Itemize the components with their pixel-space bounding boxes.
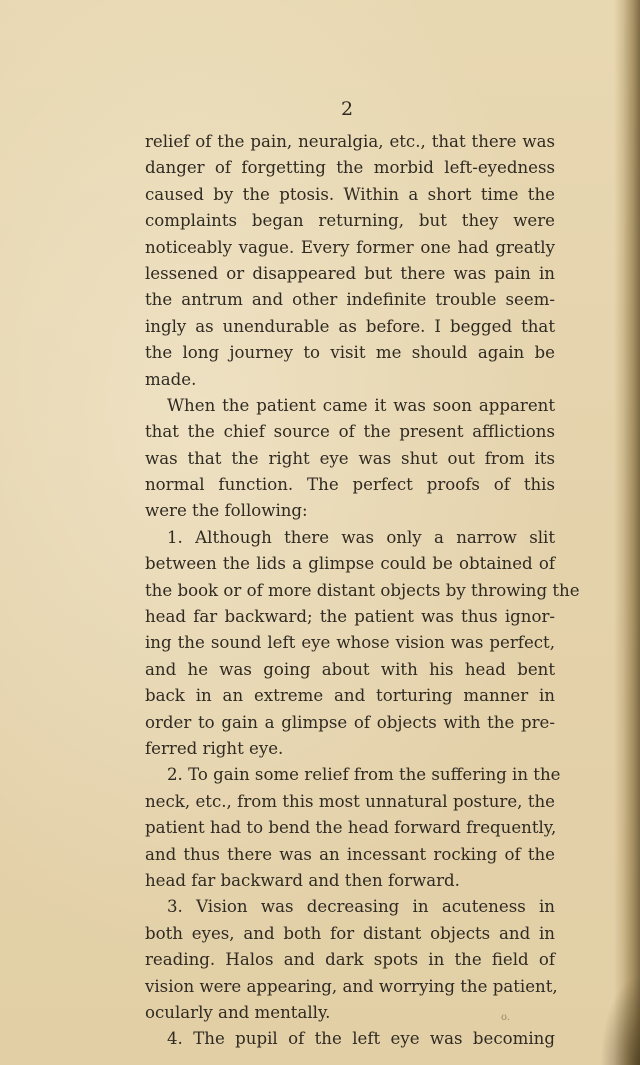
text-line: and he was going about with his head bent	[145, 659, 555, 679]
text-line: between the lids a glimpse could be obtained of	[145, 554, 555, 574]
text-line: ingly as unendurable as before. I begged that	[145, 316, 555, 336]
text-line: head far backward; the patient was thus ignor-	[145, 607, 555, 627]
text-line: ing the sound left eye whose vision was perfect,	[145, 633, 555, 653]
page-number: 2	[341, 98, 354, 120]
text-line: both eyes, and both for distant objects and in	[145, 923, 555, 943]
text-line: head far backward and then forward.	[145, 870, 460, 890]
stray-mark: o.	[501, 1012, 511, 1023]
text-line: danger of forgetting the morbid left-eyedness	[145, 158, 555, 178]
text-line: When the patient came it was soon apparent	[167, 395, 555, 415]
page-stain	[600, 975, 640, 1065]
text-line: noticeably vague. Every former one had greatly	[145, 237, 555, 257]
text-line: neck, etc., from this most unnatural posture, the	[145, 791, 555, 811]
body-text	[145, 129, 580, 1053]
text-line: was that the right eye was shut out from its	[145, 448, 555, 468]
text-line: complaints began returning, but they were	[145, 211, 555, 231]
text-line: 1. Although there was only a narrow slit	[167, 527, 555, 547]
text-line: ferred right eye.	[145, 738, 284, 758]
text-line: back in an extreme and torturing manner in	[145, 686, 555, 706]
text-line: the book or of more distant objects by throwing the	[145, 580, 580, 600]
text-line: order to gain a glimpse of objects with the pre-	[145, 712, 555, 732]
text-line: the antrum and other indefinite trouble seem-	[145, 290, 555, 310]
text-line: 3. Vision was decreasing in acuteness in	[167, 897, 555, 917]
text-line: normal function. The perfect proofs of this	[145, 475, 555, 495]
text-line: vision were appearing, and worrying the patient,	[145, 976, 558, 996]
text-line: reading. Halos and dark spots in the field of	[145, 950, 555, 970]
text-line: that the chief source of the present afflictions	[145, 422, 555, 442]
text-line: 4. The pupil of the left eye was becoming	[167, 1029, 555, 1049]
text-line: ocularly and mentally.	[145, 1002, 331, 1022]
text-line: made.	[145, 369, 197, 389]
text-line: were the following:	[145, 501, 308, 521]
text-line: caused by the ptosis. Within a short time the	[145, 184, 555, 204]
text-line: lessened or disappeared but there was pain in	[145, 263, 555, 283]
page-edge-shadow	[614, 0, 640, 1065]
text-line: relief of the pain, neuralgia, etc., that there was	[145, 132, 555, 151]
text-line: the long journey to visit me should again be	[145, 343, 555, 363]
text-line: patient had to bend the head forward frequently,	[145, 818, 557, 838]
text-line: and thus there was an incessant rocking of the	[145, 844, 555, 864]
text-line: 2. To gain some relief from the suffering in the	[167, 765, 561, 785]
